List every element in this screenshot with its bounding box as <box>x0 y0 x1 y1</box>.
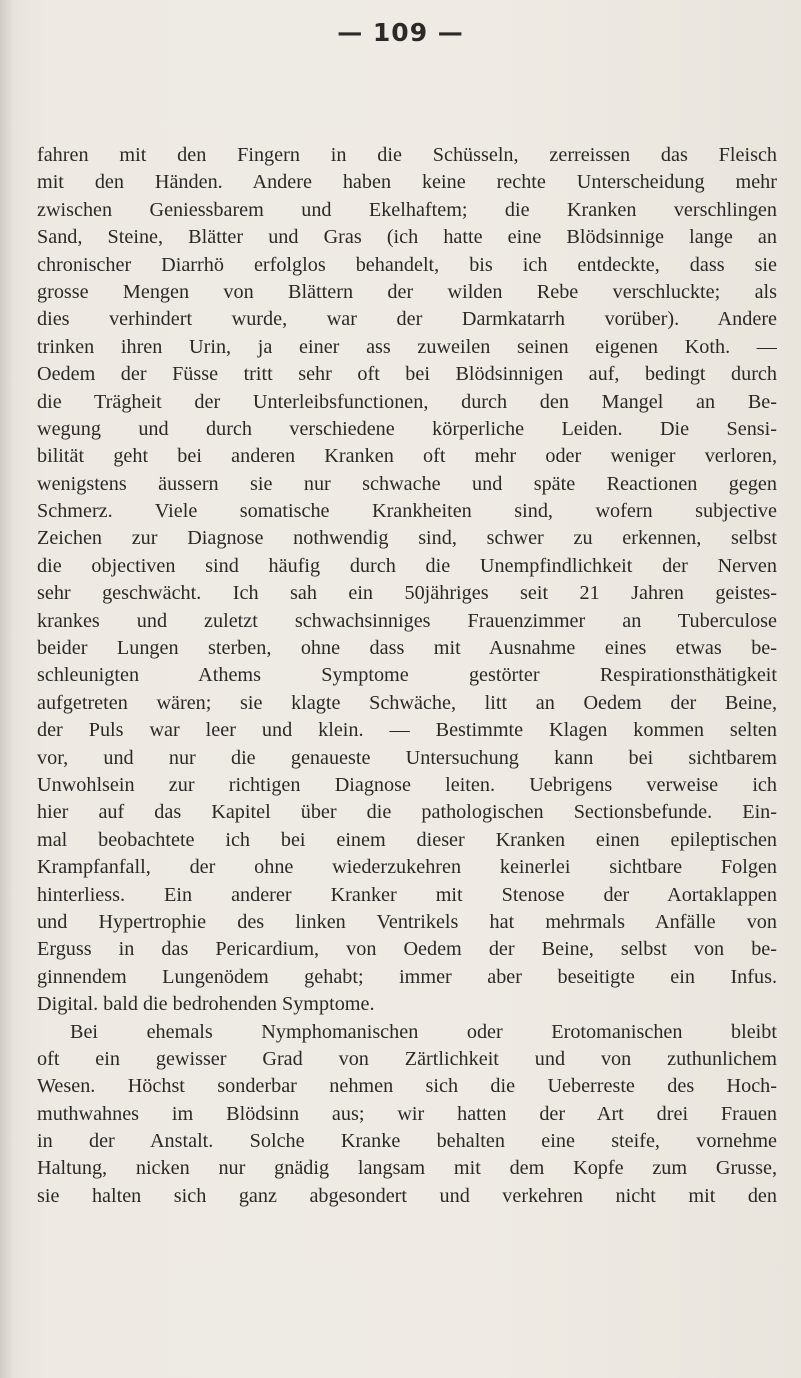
text-line: sie halten sich ganz abgesondert und verkehren nicht mit den <box>37 1184 777 1207</box>
page-number: — 109 — <box>337 18 464 47</box>
text-line: Krampfanfall, der ohne wiederzukehren keinerlei sichtbare Folgen <box>37 856 777 879</box>
page-gutter-shadow <box>0 0 14 1378</box>
text-line: trinken ihren Urin, ja einer ass zuweilen seinen eigenen Koth. — <box>37 335 777 358</box>
text-line: chronischer Diarrhö erfolglos behandelt, bis ich entdeckte, dass sie <box>37 253 777 276</box>
text-line: Oedem der Füsse tritt sehr oft bei Blödsinnigen auf, bedingt durch <box>37 363 777 386</box>
text-line: die objectiven sind häufig durch die Unempfindlichkeit der Nerven <box>37 554 777 577</box>
text-line: mit den Händen. Andere haben keine rechte Unterscheidung mehr <box>37 171 777 194</box>
text-line: und Hypertrophie des linken Ventrikels hat mehrmals Anfälle von <box>37 910 777 933</box>
text-line: der Puls war leer und klein. — Bestimmte Klagen kommen selten <box>37 719 777 742</box>
text-line: Wesen. Höchst sonderbar nehmen sich die Ueberreste des Hoch- <box>37 1075 777 1098</box>
text-line: vor, und nur die genaueste Untersuchung kann bei sichtbarem <box>37 746 777 769</box>
text-line: dies verhindert wurde, war der Darmkatarrh vorüber). Andere <box>37 308 777 331</box>
text-line: ginnendem Lungenödem gehabt; immer aber beseitigte ein Infus. <box>37 965 777 988</box>
text-line: muthwahnes im Blödsinn aus; wir hatten der Art drei Frauen <box>37 1102 777 1125</box>
text-line: Schmerz. Viele somatische Krankheiten sind, wofern subjective <box>37 500 777 523</box>
text-line: wenigstens äussern sie nur schwache und späte Reactionen gegen <box>37 472 777 495</box>
text-line: fahren mit den Fingern in die Schüsseln, zerreissen das Fleisch <box>37 144 777 166</box>
text-line: Haltung, nicken nur gnädig langsam mit dem Kopfe zum Grusse, <box>37 1157 777 1180</box>
text-line: hinterliess. Ein anderer Kranker mit Stenose der Aortaklappen <box>37 883 777 906</box>
text-line: Erguss in das Pericardium, von Oedem der Beine, selbst von be- <box>37 938 777 961</box>
text-line: aufgetreten wären; sie klagte Schwäche, litt an Oedem der Beine, <box>37 691 777 714</box>
text-line: mal beobachtete ich bei einem dieser Kranken einen epileptischen <box>37 828 777 851</box>
text-line: schleunigten Athems Symptome gestörter Respirationsthätigkeit <box>37 664 777 687</box>
text-line: oft ein gewisser Grad von Zärtlichkeit und von zuthunlichem <box>37 1047 777 1070</box>
body-text <box>37 142 777 1210</box>
text-line: in der Anstalt. Solche Kranke behalten eine steife, vornehme <box>37 1130 777 1153</box>
text-line: Digital. bald die bedrohenden Symptome. <box>37 993 375 1016</box>
text-line: sehr geschwächt. Ich sah ein 50jähriges seit 21 Jahren geistes- <box>37 582 777 605</box>
text-line: Sand, Steine, Blätter und Gras (ich hatte eine Blödsinnige lange an <box>37 226 777 249</box>
text-line: zwischen Geniessbarem und Ekelhaftem; die Kranken verschlingen <box>37 198 777 221</box>
text-line: wegung und durch verschiedene körperliche Leiden. Die Sensi- <box>37 417 777 440</box>
text-line: bilität geht bei anderen Kranken oft mehr oder weniger verloren, <box>37 445 777 468</box>
text-line: Unwohlsein zur richtigen Diagnose leiten. Uebrigens verweise ich <box>37 773 777 796</box>
text-line: Zeichen zur Diagnose nothwendig sind, schwer zu erkennen, selbst <box>37 527 777 550</box>
text-line: beider Lungen sterben, ohne dass mit Ausnahme eines etwas be- <box>37 637 777 660</box>
text-line: hier auf das Kapitel über die pathologischen Sectionsbefunde. Ein- <box>37 801 777 824</box>
text-line: Bei ehemals Nymphomanischen oder Erotomanischen bleibt <box>70 1020 777 1043</box>
text-line: grosse Mengen von Blättern der wilden Rebe verschluckte; als <box>37 280 777 303</box>
text-line: die Trägheit der Unterleibsfunctionen, durch den Mangel an Be- <box>37 390 777 413</box>
text-line: krankes und zuletzt schwachsinniges Frauenzimmer an Tuberculose <box>37 609 777 632</box>
